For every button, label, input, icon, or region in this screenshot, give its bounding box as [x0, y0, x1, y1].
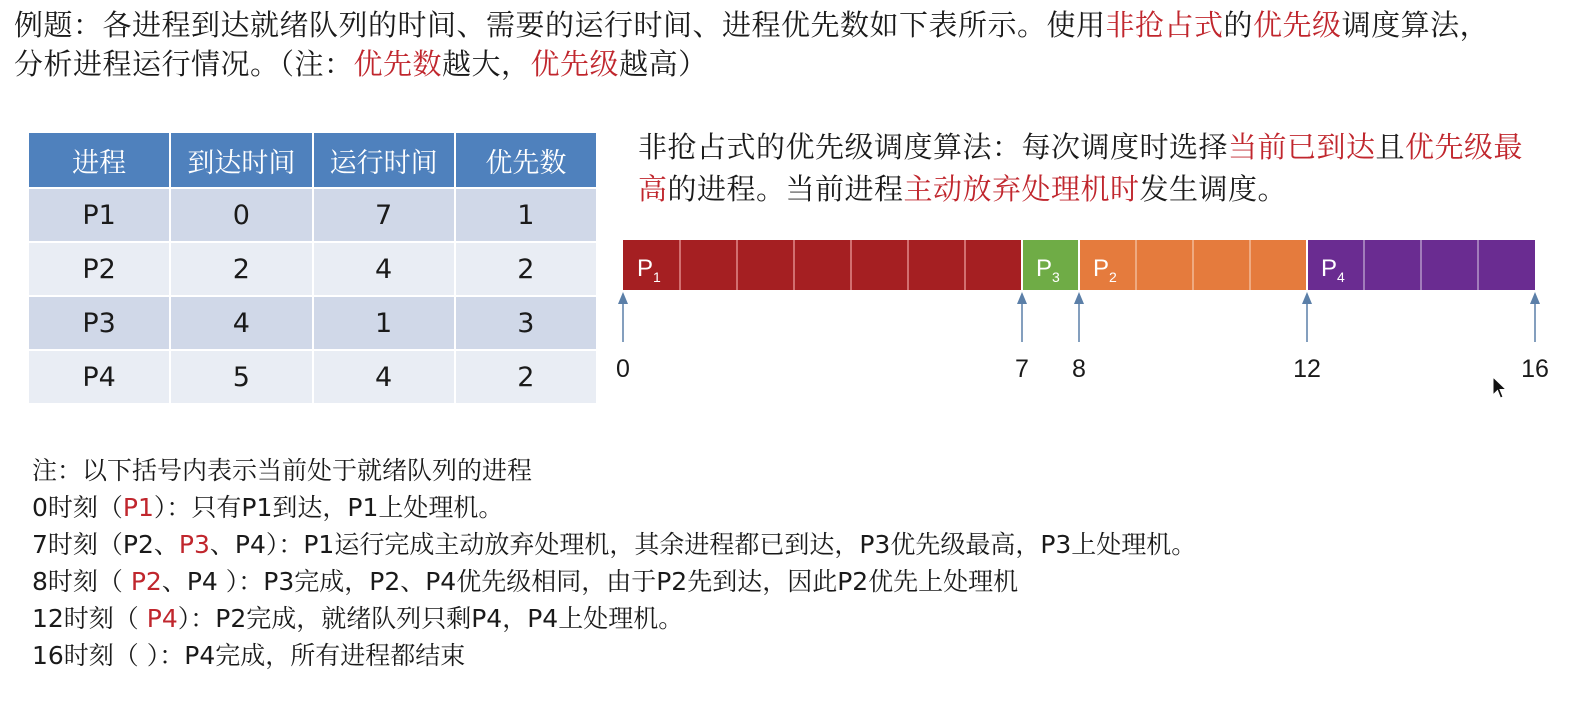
- note-line: [32, 600, 1572, 637]
- note-text: 、P4 ）：P3完成，P2、P4优先级相同，由于P2先到达，因此P2优先上处理机: [161, 567, 1019, 596]
- time-arrow-head: [1017, 292, 1027, 304]
- intro-seg-3: 优先级: [1253, 8, 1342, 42]
- cell-process: P4: [28, 350, 170, 404]
- time-tick-label: 16: [1521, 355, 1549, 383]
- desc-seg-0: 非抢占式的优先级调度算法：每次调度时选择: [638, 130, 1229, 164]
- note-line: [32, 563, 1572, 600]
- note-text: 12时刻（: [32, 604, 147, 633]
- desc-seg-2: 且: [1375, 130, 1406, 164]
- note-text: ）：只有P1到达，P1上处理机。: [153, 493, 504, 522]
- notes: [32, 452, 1572, 674]
- header-runtime: 运行时间: [313, 132, 455, 188]
- note-highlight: P4: [146, 604, 178, 633]
- cell-priority: 3: [455, 296, 597, 350]
- note-text: 0时刻（: [32, 493, 123, 522]
- note-text: 7时刻（P2、: [32, 530, 179, 559]
- time-arrow-head: [618, 292, 628, 304]
- cell-arrival: 2: [170, 242, 312, 296]
- cell-priority: 2: [455, 350, 597, 404]
- cell-runtime: 4: [313, 242, 455, 296]
- gantt-block-label: $P_2$: [1093, 255, 1117, 285]
- gantt-block-label: $P_1$: [637, 255, 661, 285]
- mouse-cursor-icon: [1492, 376, 1508, 400]
- cell-process: P2: [28, 242, 170, 296]
- desc-seg-5: 主动放弃处理机时: [903, 172, 1140, 206]
- time-tick-label: 8: [1072, 355, 1086, 383]
- time-arrow-head: [1302, 292, 1312, 304]
- cell-process: P3: [28, 296, 170, 350]
- table-header-row: [28, 132, 597, 188]
- time-tick-label: 7: [1015, 355, 1029, 383]
- header-priority: 优先数: [455, 132, 597, 188]
- cell-priority: 2: [455, 242, 597, 296]
- desc-seg-3: 优先级最高: [638, 130, 1524, 206]
- gantt-block-label: $P_3$: [1036, 255, 1060, 285]
- intro-seg-4: 调度算法，分析进程运行情况。（注：: [14, 8, 1490, 81]
- time-arrow-head: [1074, 292, 1084, 304]
- note-line: [32, 526, 1572, 563]
- header-arrival: 到达时间: [170, 132, 312, 188]
- note-text: 8时刻（: [32, 567, 131, 596]
- intro-seg-6: 越大，: [442, 47, 531, 81]
- table-row: [28, 242, 597, 296]
- note-line: [32, 489, 1572, 526]
- cell-priority: 1: [455, 188, 597, 242]
- cell-runtime: 1: [313, 296, 455, 350]
- note-text: ）：P2完成，就绪队列只剩P4，P4上处理机。: [177, 604, 684, 633]
- note-highlight: P1: [122, 493, 154, 522]
- note-highlight: P2: [130, 567, 162, 596]
- desc-seg-4: 的进程。当前进程: [667, 172, 904, 206]
- table-row: [28, 350, 597, 404]
- table-row: [28, 188, 597, 242]
- cell-arrival: 4: [170, 296, 312, 350]
- gantt-block-p1: [623, 240, 1022, 290]
- desc-seg-1: 当前已到达: [1228, 130, 1376, 164]
- note-highlight: P3: [178, 530, 210, 559]
- time-arrow-head: [1530, 292, 1540, 304]
- table-row: [28, 296, 597, 350]
- cell-arrival: 0: [170, 188, 312, 242]
- intro-seg-1: 非抢占式: [1105, 8, 1224, 42]
- time-tick-label: 0: [616, 355, 630, 383]
- cell-arrival: 5: [170, 350, 312, 404]
- algorithm-description: [638, 126, 1538, 210]
- intro-seg-7: 优先级: [530, 47, 620, 81]
- intro-seg-2: 的: [1223, 8, 1254, 42]
- intro-seg-5: 优先数: [353, 47, 443, 81]
- header-process: 进程: [28, 132, 170, 188]
- intro-seg-8: 越高）: [619, 47, 708, 81]
- note-line: [32, 637, 1572, 674]
- time-tick-label: 12: [1293, 355, 1321, 383]
- process-table: [27, 131, 598, 405]
- cell-runtime: 4: [313, 350, 455, 404]
- note-text: 注：以下括号内表示当前处于就绪队列的进程: [32, 456, 533, 485]
- desc-seg-6: 发生调度。: [1139, 172, 1288, 206]
- intro-seg-0: 例题：各进程到达就绪队列的时间、需要的运行时间、进程优先数如下表所示。使用: [14, 8, 1106, 42]
- cell-runtime: 7: [313, 188, 455, 242]
- note-text: 16时刻（ ）：P4完成，所有进程都结束: [32, 641, 466, 670]
- problem-statement: [14, 6, 1494, 84]
- note-line: [32, 452, 1572, 489]
- note-text: 、P4）：P1运行完成主动放弃处理机，其余进程都已到达，P3优先级最高，P3上处理机。: [209, 530, 1197, 559]
- gantt-block-label: $P_4$: [1321, 255, 1345, 285]
- cell-process: P1: [28, 188, 170, 242]
